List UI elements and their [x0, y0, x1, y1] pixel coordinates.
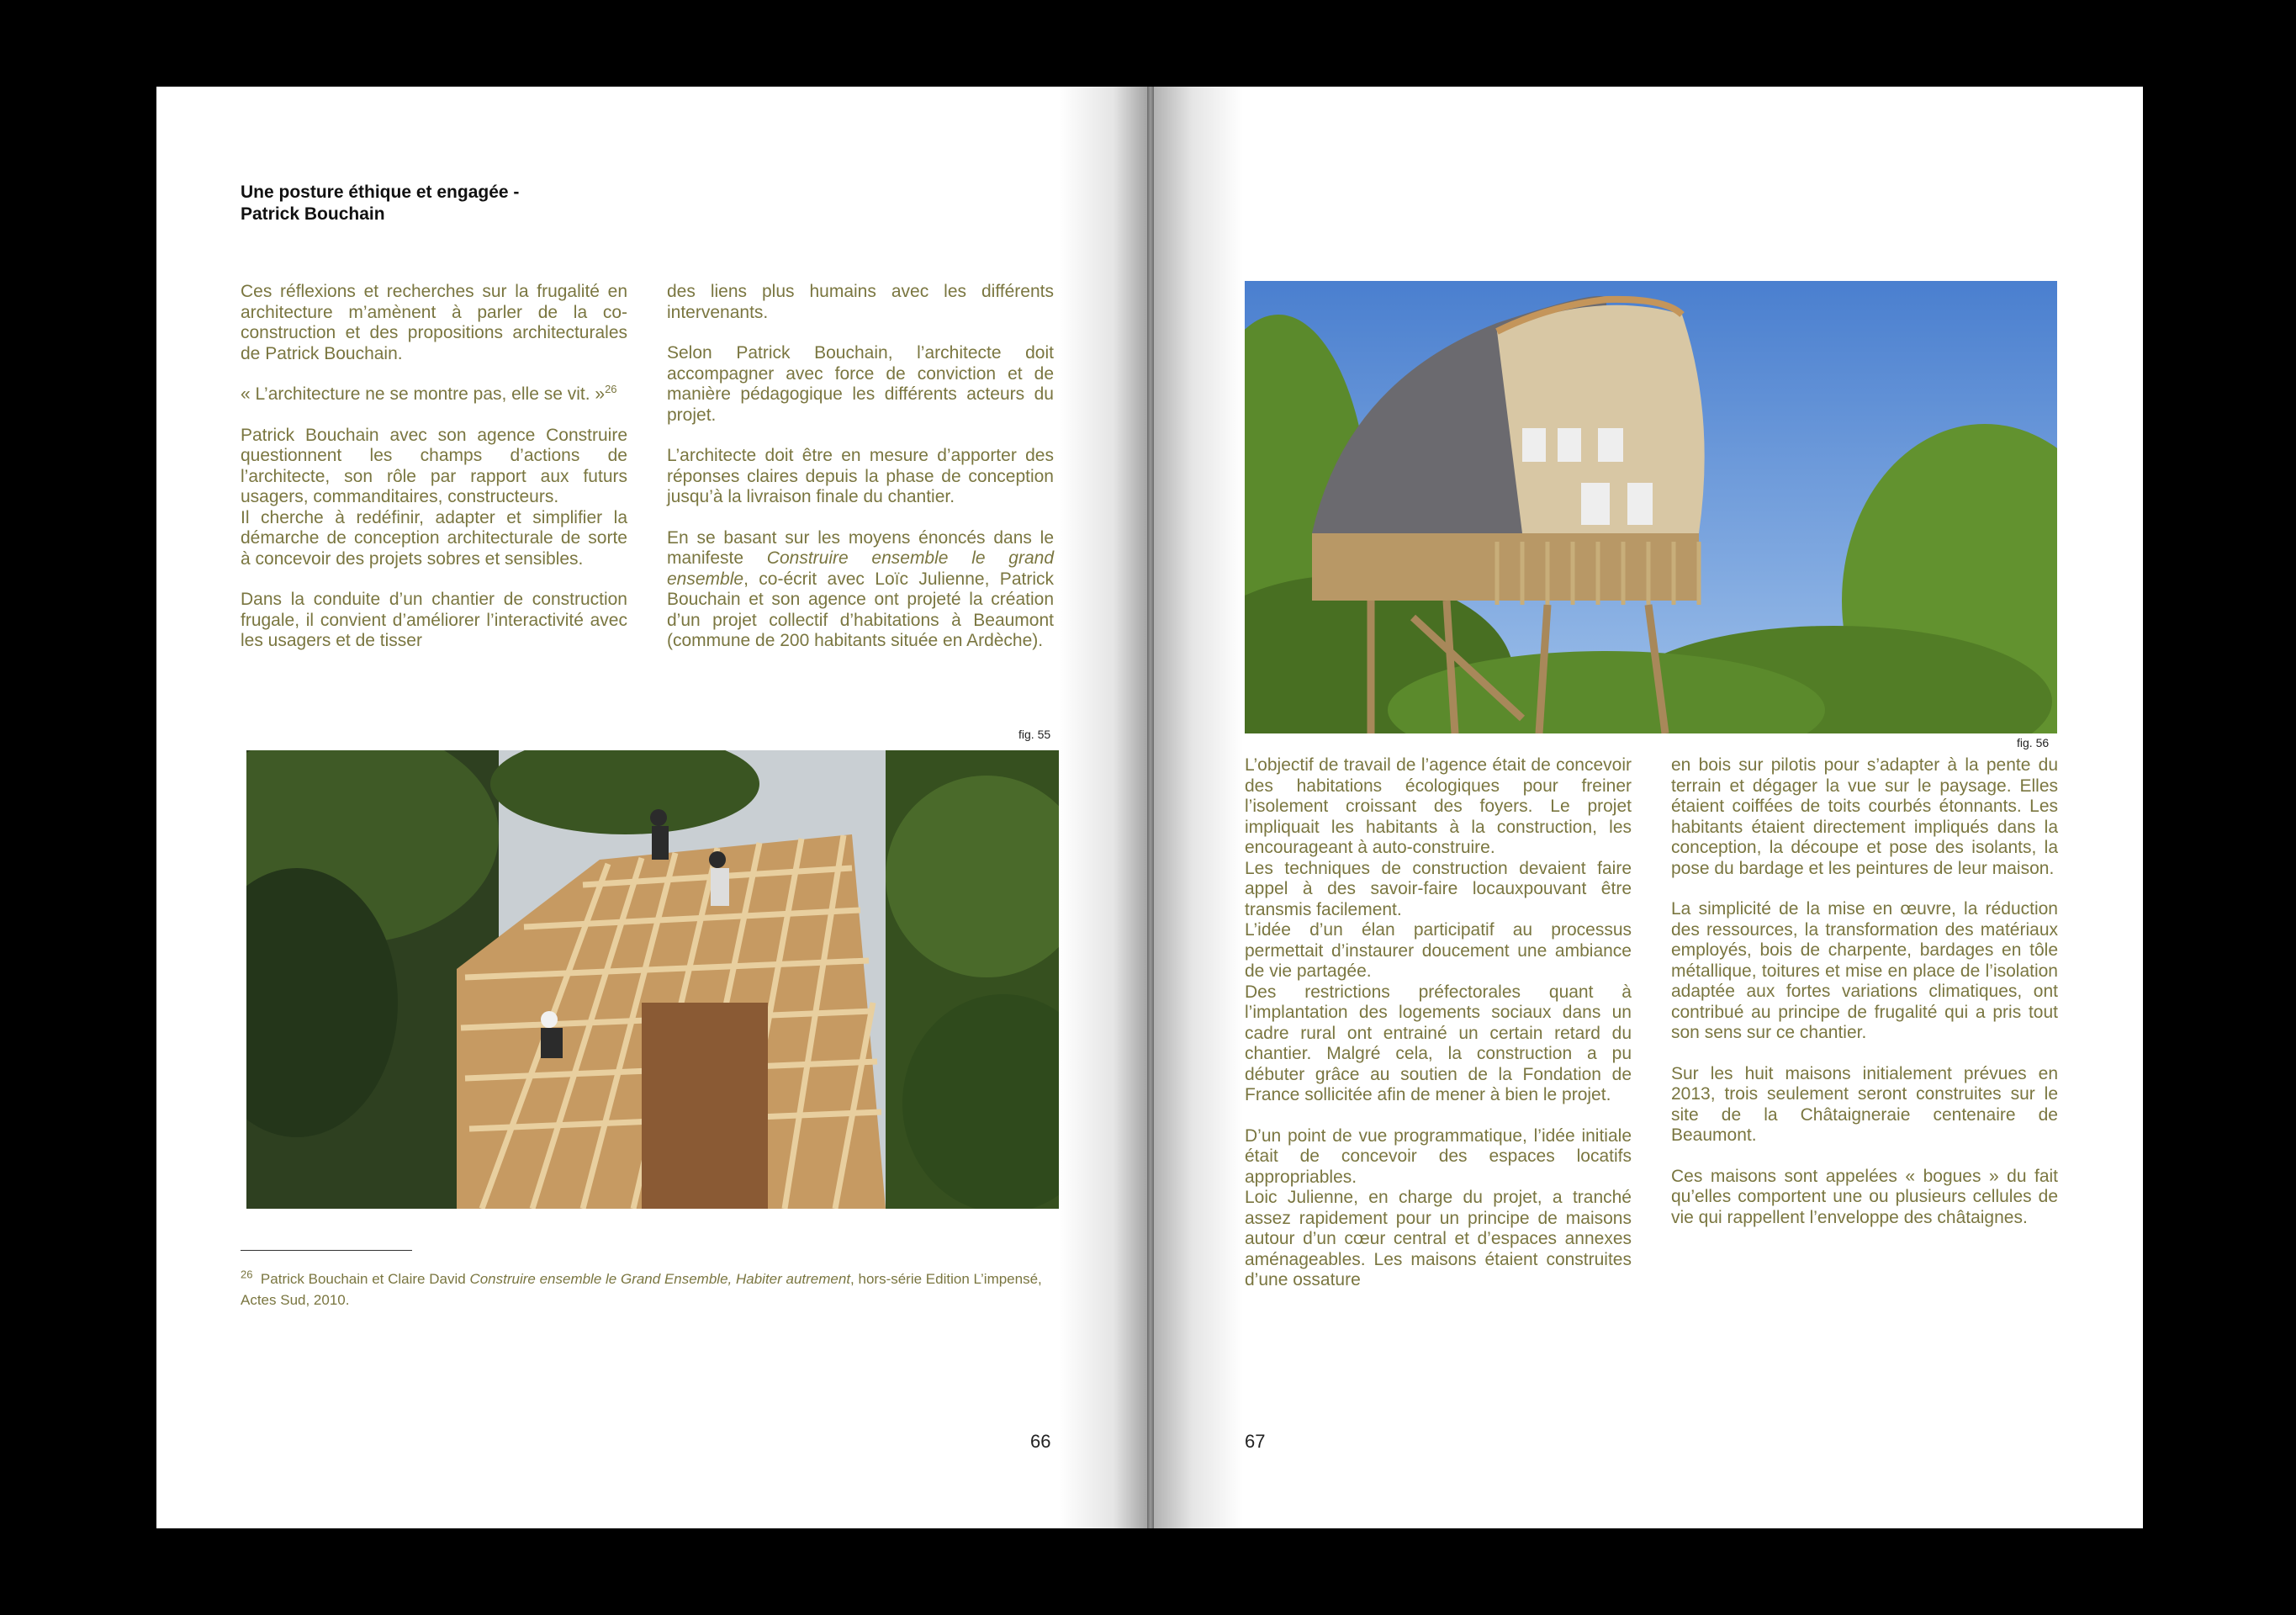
- paragraph: Ces réflexions et recherches sur la frugalité en architecture m’amènent à parler de la co-construction et des propositions architecturales de Patrick Bouchain.: [241, 282, 627, 363]
- footnote-title: Construire ensemble le Grand Ensemble, Habiter autrement: [469, 1271, 851, 1287]
- section-title-line1: Une posture éthique et engagée -: [241, 183, 520, 202]
- paragraph: D’un point de vue programmatique, l’idée initiale était de concevoir des espaces locatifs appropriables.: [1245, 1125, 1632, 1187]
- paragraph: Il cherche à redéfinir, adapter et simplifier la démarche de conception architecturale de sorte à concevoir des projets sobres et sensibles.: [241, 507, 627, 569]
- figure-label: fig. 55: [1018, 728, 1051, 741]
- left-gutter-shadow: [1058, 87, 1151, 1528]
- book-spine: [1147, 87, 1154, 1528]
- right-column-2: [1671, 755, 2058, 1248]
- paragraph: Des restrictions préfectorales quant à l’implantation des logements sociaux dans un cadre rural ont entrainé un certain retard du chantier. Malgré cela, la construction a pu débuter grâce au soutien de la Fondation de France sollicitée afin de mener à bien le projet.: [1245, 982, 1632, 1104]
- text-run: En se basant sur les moyens énoncés dans le manifeste: [667, 527, 1054, 568]
- left-column-1: [241, 282, 627, 672]
- paragraph: des liens plus humains avec les différents intervenants.: [667, 282, 1054, 322]
- footnote-number: 26: [241, 1268, 253, 1281]
- page-number: 67: [1245, 1431, 1266, 1452]
- paragraph: Les techniques de construction devaient faire appel à des savoir-faire locauxpouvant être transmis facilement.: [1245, 858, 1632, 919]
- paragraph: en bois sur pilotis pour s’adapter à la pente du terrain et dégager la vue sur le paysage. Elles étaient coiffées de toits courbés étonnants. Les habitants étaient directement impliqués dans la conception, la découpe et pose des isolants, la pose du bardage et les peintures de leur maison.: [1671, 755, 2058, 878]
- footnote-rule: [241, 1250, 412, 1251]
- paragraph: Selon Patrick Bouchain, l’architecte doit accompagner avec force de conviction et de manière pédagogique les différents acteurs du projet.: [667, 343, 1054, 425]
- text-run: , co-écrit avec Loïc Julienne, Patrick Bouchain et son agence ont projeté la création d’un projet collectif d’habitations à Beaumont (commune de 200 habitants située en Ardèche).: [667, 569, 1054, 650]
- book-title: Construire ensemble le grand ensemble: [667, 548, 1054, 589]
- figure-label: fig. 56: [2017, 736, 2050, 749]
- paragraph: Ces maisons sont appelées « bogues » du fait qu’elles comportent une ou plusieurs cellules de vie qui rappellent l’enveloppe des châtaignes.: [1671, 1166, 2058, 1227]
- right-page: [1151, 87, 2143, 1528]
- paragraph: Loic Julienne, en charge du projet, a tranché assez rapidement pour un principe de maisons autour d’un cœur central et d’espaces annexes aménageables. Les maisons étaient construites d’une ossature: [1245, 1188, 1632, 1289]
- paragraph: La simplicité de la mise en œuvre, la réduction des ressources, la transformation des matériaux employés, bois de charpente, bardages en tôle métallique, toitures et mise en place de l’isolation adaptée aux fortes variations climatiques, ont contribué au principe de frugalité qui a pris tout son sens sur ce chantier.: [1671, 899, 2058, 1042]
- paragraph: Patrick Bouchain avec son agence Construire questionnent les champs d’actions de l’architecte, son rôle par rapport aux futurs usagers, commanditaires, constructeurs.: [241, 425, 627, 506]
- paragraph: L’objectif de travail de l’agence était de concevoir des habitations écologiques pour freiner l’isolement croissant des foyers. Le projet impliquait les habitants à la construction, les encourageant à auto-construire.: [1245, 755, 1632, 857]
- quote: [241, 384, 627, 405]
- right-column-1: [1245, 755, 1632, 1291]
- footnote: [241, 1268, 1048, 1311]
- footnote-ref: 26: [605, 383, 617, 395]
- quote-text: « L’architecture ne se montre pas, elle se vit. »: [241, 384, 606, 404]
- left-column-2: [667, 282, 1054, 672]
- construction-photo: [246, 750, 1059, 1209]
- footnote-authors: Patrick Bouchain et Claire David: [260, 1271, 470, 1287]
- section-title: [241, 182, 519, 225]
- footnote-publisher: , hors-série Edition L’impensé, Actes Sud, 2010.: [241, 1271, 1042, 1308]
- left-page: [156, 87, 1151, 1528]
- paragraph: Sur les huit maisons initialement prévues en 2013, trois seulement seront construites sur le site de la Châtaigneraie centenaire de Beaumont.: [1671, 1063, 2058, 1145]
- house-photo: [1245, 281, 2057, 733]
- section-title-line2: Patrick Bouchain: [241, 204, 385, 224]
- paragraph: L’idée d’un élan participatif au processus permettait d’instaurer doucement une ambiance de vie partagée.: [1245, 920, 1632, 981]
- paragraph: Dans la conduite d’un chantier de construction frugale, il convient d’améliorer l’interactivité avec les usagers et de tisser: [241, 590, 627, 650]
- page-number: 66: [1030, 1431, 1051, 1452]
- paragraph: L’architecte doit être en mesure d’apporter des réponses claires depuis la phase de conception jusqu’à la livraison finale du chantier.: [667, 446, 1054, 506]
- right-gutter-shadow: [1151, 87, 1243, 1528]
- paragraph: [667, 528, 1054, 652]
